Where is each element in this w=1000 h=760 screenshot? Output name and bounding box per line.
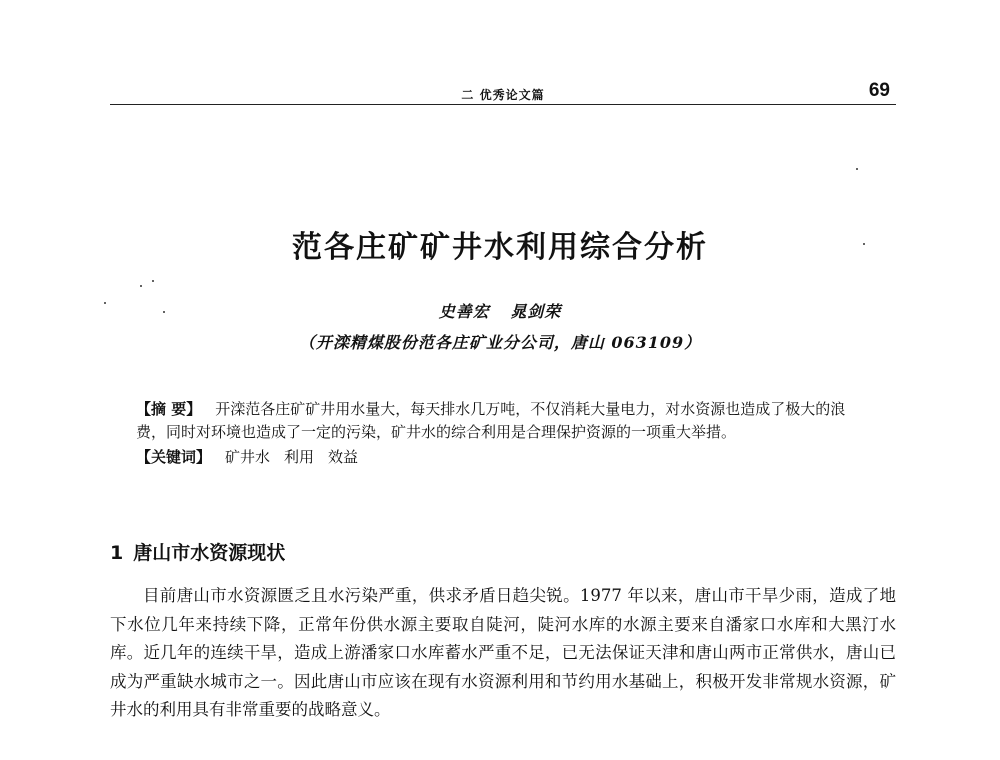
page-number: 69: [868, 80, 890, 101]
keyword: 矿井水: [225, 448, 271, 466]
abstract-text: 开滦范各庄矿矿井用水量大，每天排水几万吨，不仅消耗大量电力，对水资源也造成了极大的浪费，同时对环境也造成了一定的污染，矿井水的综合利用是合理保护资源的一项重大举措。: [136, 400, 846, 441]
header-rule: [110, 104, 896, 105]
article-title: 范各庄矿矿井水利用综合分析: [292, 230, 708, 265]
header-section-title: 二 优秀论文篇: [461, 88, 545, 102]
affiliation: （开滦精煤股份范各庄矿业分公司，唐山 063109）: [298, 333, 702, 352]
keywords: [136, 446, 874, 469]
section-heading: [110, 538, 285, 565]
abstract: [136, 398, 874, 444]
scan-speck: [140, 285, 142, 287]
keyword: 效益: [328, 448, 359, 466]
section-number: 1: [110, 542, 124, 564]
section-heading-text: 唐山市水资源现状: [133, 542, 286, 564]
running-header: [110, 76, 896, 106]
abstract-label: 【摘 要】: [136, 400, 202, 418]
scan-speck: [856, 168, 858, 170]
scan-speck: [152, 280, 154, 282]
keyword: 利用: [284, 448, 315, 466]
abstract-block: [136, 398, 874, 469]
keywords-label: 【关键词】: [136, 448, 212, 466]
body-paragraph: 目前唐山市水资源匮乏且水污染严重，供求矛盾日趋尖锐。1977 年以来，唐山市干旱少雨，造成了地下水位几年来持续下降，正常年份供水源主要取自陡河，陡河水库的水源主要来自潘家口水库和大黑汀水库。近几年的连续干旱，造成上游潘家口水库蓄水严重不足，已无法保证天津和唐山两市正常供水，唐山已成为严重缺水城市之一。因此唐山市应该在现有水资源利用和节约用水基础上，积极开发非常规水资源，矿井水的利用具有非常重要的战略意义。: [110, 586, 896, 719]
authors: 史善宏 晁剑荣: [438, 302, 562, 321]
